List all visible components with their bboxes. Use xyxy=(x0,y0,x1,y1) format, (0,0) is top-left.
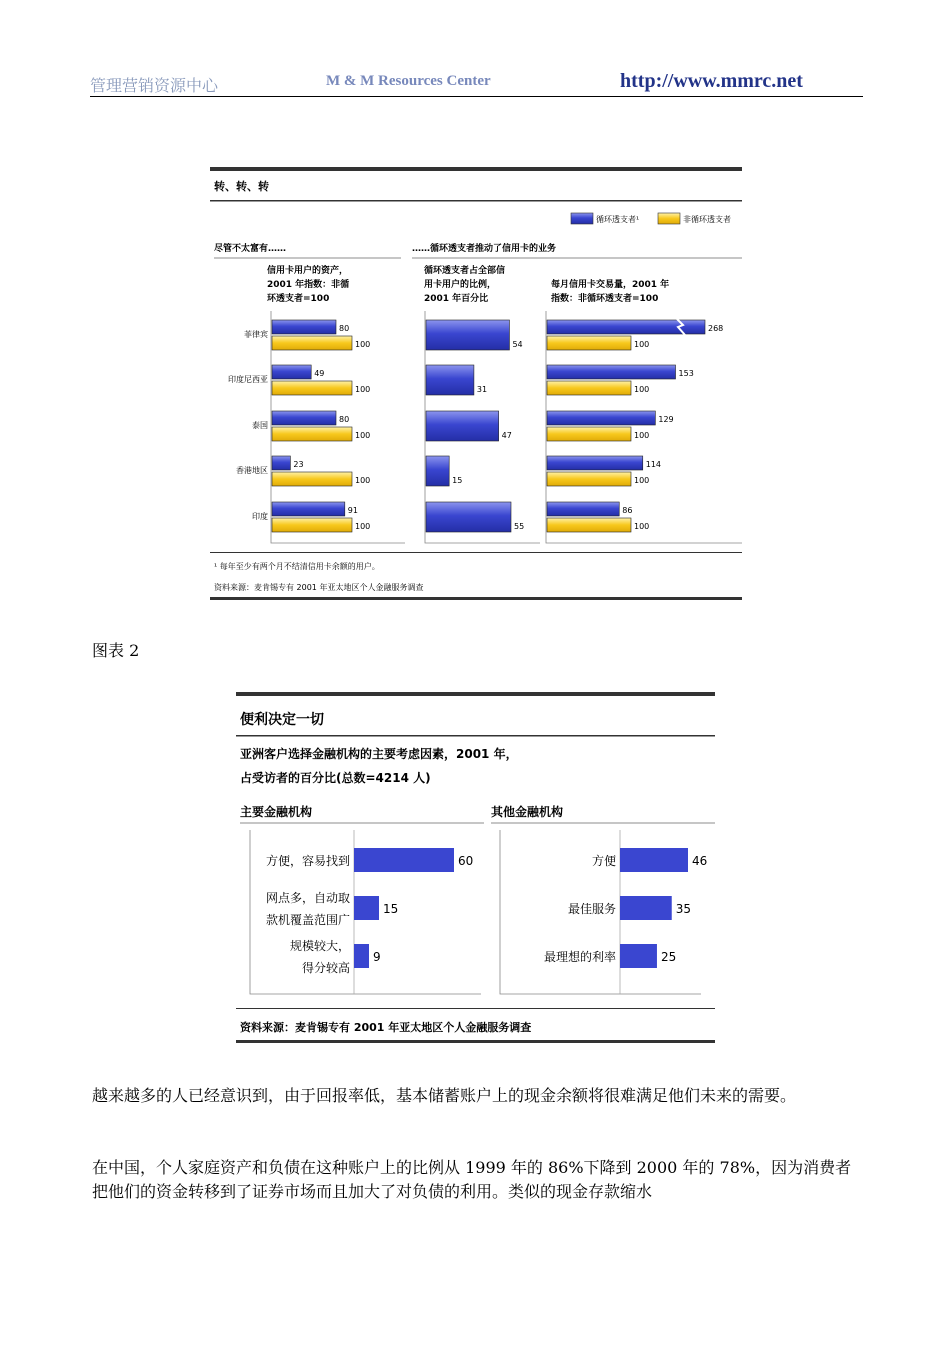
bar-transactions-revolver-label: 268 xyxy=(708,324,724,333)
panel2-title-line: 循环透支者占全部信 xyxy=(424,266,506,276)
category-label: 泰国 xyxy=(252,421,268,430)
bar-transactions-nonrevolver xyxy=(547,336,631,350)
chart2-category-label: 最理想的利率 xyxy=(543,950,616,964)
legend-revolver-swatch xyxy=(571,213,593,224)
bar-share-label: 31 xyxy=(476,385,488,394)
bar-revolver xyxy=(272,320,336,334)
chart2-category-label: 方便，容易找到 xyxy=(265,854,350,868)
bar-share xyxy=(426,456,449,486)
panel2-title-line: 2001 年百分比 xyxy=(424,294,489,304)
paragraph: 越来越多的人已经意识到，由于回报率低，基本储蓄账户上的现金余额将很难满足他们未来的需要。 xyxy=(92,1086,797,1105)
bar-revolver xyxy=(272,365,311,379)
bar-transactions-revolver-label: 114 xyxy=(645,460,662,469)
chart2-title: 便利决定一切 xyxy=(240,712,324,728)
bar-revolver xyxy=(272,502,345,516)
chart2-bar-label: 60 xyxy=(458,854,474,868)
panel3-title-line: 每月信用卡交易量，2001 年 xyxy=(551,280,670,290)
category-label: 印度 xyxy=(252,512,268,521)
chart1-source: 资料来源：麦肯锡专有 2001 年亚太地区个人金融服务调查 xyxy=(214,583,424,592)
bar-transactions-nonrevolver-label: 100 xyxy=(634,340,650,349)
category-label: 印度尼西亚 xyxy=(228,375,268,384)
chart1-title: 转、转、转 xyxy=(214,180,269,193)
header-rule xyxy=(90,96,863,97)
chart2-category-label: 款机覆盖范围广 xyxy=(265,913,350,927)
chart2-left-heading: 主要金融机构 xyxy=(240,805,313,819)
bar-transactions-revolver-label: 153 xyxy=(678,369,694,378)
chart2-category-label: 最佳服务 xyxy=(567,902,616,916)
bar-nonrevolver xyxy=(272,472,352,486)
chart2-bar xyxy=(354,896,379,920)
panel1-title-line: 信用卡用户的资产， xyxy=(267,266,349,276)
chart2-top-rule xyxy=(236,692,715,696)
bar-nonrevolver-label: 100 xyxy=(355,340,371,349)
chart1-footnote: ¹ 每年至少有两个月不结清信用卡余额的用户。 xyxy=(214,562,380,571)
bar-share xyxy=(426,502,511,532)
bar-nonrevolver xyxy=(272,518,352,532)
chart2-category-label: 方便 xyxy=(591,854,616,868)
chart2-subtitle-line: 占受访者的百分比(总数=4214 人) xyxy=(240,771,431,785)
legend-nonrevolver-swatch xyxy=(658,213,680,224)
category-label: 香港地区 xyxy=(236,466,268,475)
bar-transactions-nonrevolver xyxy=(547,427,631,441)
bar-transactions-revolver-label: 86 xyxy=(622,506,633,515)
header-url[interactable]: http://www.mmrc.net xyxy=(620,70,803,92)
chart2-bottom-rule xyxy=(236,1040,715,1043)
chart2-subtitle-line: 亚洲客户选择金融机构的主要考虑因素，2001 年， xyxy=(240,747,518,761)
chart2-category-label: 规模较大， xyxy=(289,939,350,953)
chart1-top-rule xyxy=(210,167,742,171)
bar-share-label: 47 xyxy=(501,431,512,440)
bar-revolver-label: 49 xyxy=(314,369,325,378)
bar-share-label: 54 xyxy=(512,340,523,349)
bar-share xyxy=(426,411,499,441)
figure-label: 图表 2 xyxy=(92,641,140,660)
bar-revolver-label: 91 xyxy=(347,506,358,515)
panel1-title-line: 环透支者=100 xyxy=(267,294,330,304)
bar-transactions-revolver xyxy=(547,411,655,425)
bar-nonrevolver-label: 100 xyxy=(355,385,371,394)
bar-share xyxy=(426,320,509,350)
chart1-bottom-rule xyxy=(210,597,742,600)
legend-nonrevolver: 非循环透支者 xyxy=(683,215,731,224)
bar-revolver-label: 80 xyxy=(339,324,350,333)
paragraph: 在中国，个人家庭资产和负债在这种账户上的比例从 1999 年的 86%下降到 2000 年的 78%，因为消费者把他们的资金转移到了证券市场而且加大了对负债的利用。类似的现金存款缩水 xyxy=(92,1158,852,1201)
chart2-bar-label: 15 xyxy=(383,902,399,916)
chart2-bar xyxy=(354,944,369,968)
bar-revolver-label: 23 xyxy=(293,460,304,469)
chart2-source: 资料来源：麦肯锡专有 2001 年亚太地区个人金融服务调查 xyxy=(240,1021,532,1034)
bar-nonrevolver-label: 100 xyxy=(355,522,371,531)
chart2-bar-label: 25 xyxy=(660,950,677,964)
panel3-title-line: 指数：非循环透支者=100 xyxy=(551,294,659,304)
bar-transactions-revolver xyxy=(547,365,676,379)
chart1-figure xyxy=(210,165,745,605)
bar-revolver-label: 80 xyxy=(339,415,350,424)
bar-nonrevolver-label: 100 xyxy=(355,431,371,440)
chart2-bar xyxy=(620,896,672,920)
header-site-name: 管理营销资源中心 xyxy=(90,76,219,95)
bar-nonrevolver xyxy=(272,381,352,395)
bar-nonrevolver xyxy=(272,336,352,350)
chart2-figure xyxy=(236,690,718,1050)
bar-revolver xyxy=(272,411,336,425)
category-label: 菲律宾 xyxy=(244,330,268,339)
bar-transactions-nonrevolver xyxy=(547,381,631,395)
bar-revolver xyxy=(272,456,290,470)
chart2-bar-label: 9 xyxy=(373,950,381,964)
header-site-name-en: M & M Resources Center xyxy=(326,73,491,89)
chart2-category-label: 得分较高 xyxy=(301,961,350,975)
panel1-title-line: 2001 年指数：非循 xyxy=(267,280,350,290)
chart1-section-left: 尽管不太富有…… xyxy=(214,244,287,254)
chart2-bar xyxy=(620,944,657,968)
chart2-bar xyxy=(620,848,688,872)
bar-nonrevolver-label: 100 xyxy=(355,476,371,485)
bar-transactions-nonrevolver-label: 100 xyxy=(634,431,650,440)
legend-revolver: 循环透支者¹ xyxy=(596,215,640,224)
bar-transactions-revolver-label: 129 xyxy=(658,415,674,424)
bar-share xyxy=(426,365,474,395)
bar-share-label: 55 xyxy=(514,522,525,531)
bar-transactions-nonrevolver-label: 100 xyxy=(634,476,650,485)
bar-transactions-revolver xyxy=(547,502,619,516)
bar-transactions-nonrevolver-label: 100 xyxy=(634,522,650,531)
bar-share-label: 15 xyxy=(452,476,463,485)
chart2-category-label: 网点多，自动取 xyxy=(265,891,350,905)
panel2-title-line: 用卡用户的比例， xyxy=(424,280,497,290)
chart2-bar xyxy=(354,848,454,872)
chart1-title-rule xyxy=(210,200,742,202)
chart2-right-heading: 其他金融机构 xyxy=(491,805,564,819)
bar-transactions-nonrevolver xyxy=(547,472,631,486)
bar-nonrevolver xyxy=(272,427,352,441)
chart1-section-right: ……循环透支者推动了信用卡的业务 xyxy=(412,244,557,254)
bar-transactions-nonrevolver-label: 100 xyxy=(634,385,650,394)
bar-transactions-nonrevolver xyxy=(547,518,631,532)
bar-transactions-revolver xyxy=(547,456,643,470)
chart2-bar-label: 46 xyxy=(692,854,708,868)
chart2-bar-label: 35 xyxy=(675,902,692,916)
